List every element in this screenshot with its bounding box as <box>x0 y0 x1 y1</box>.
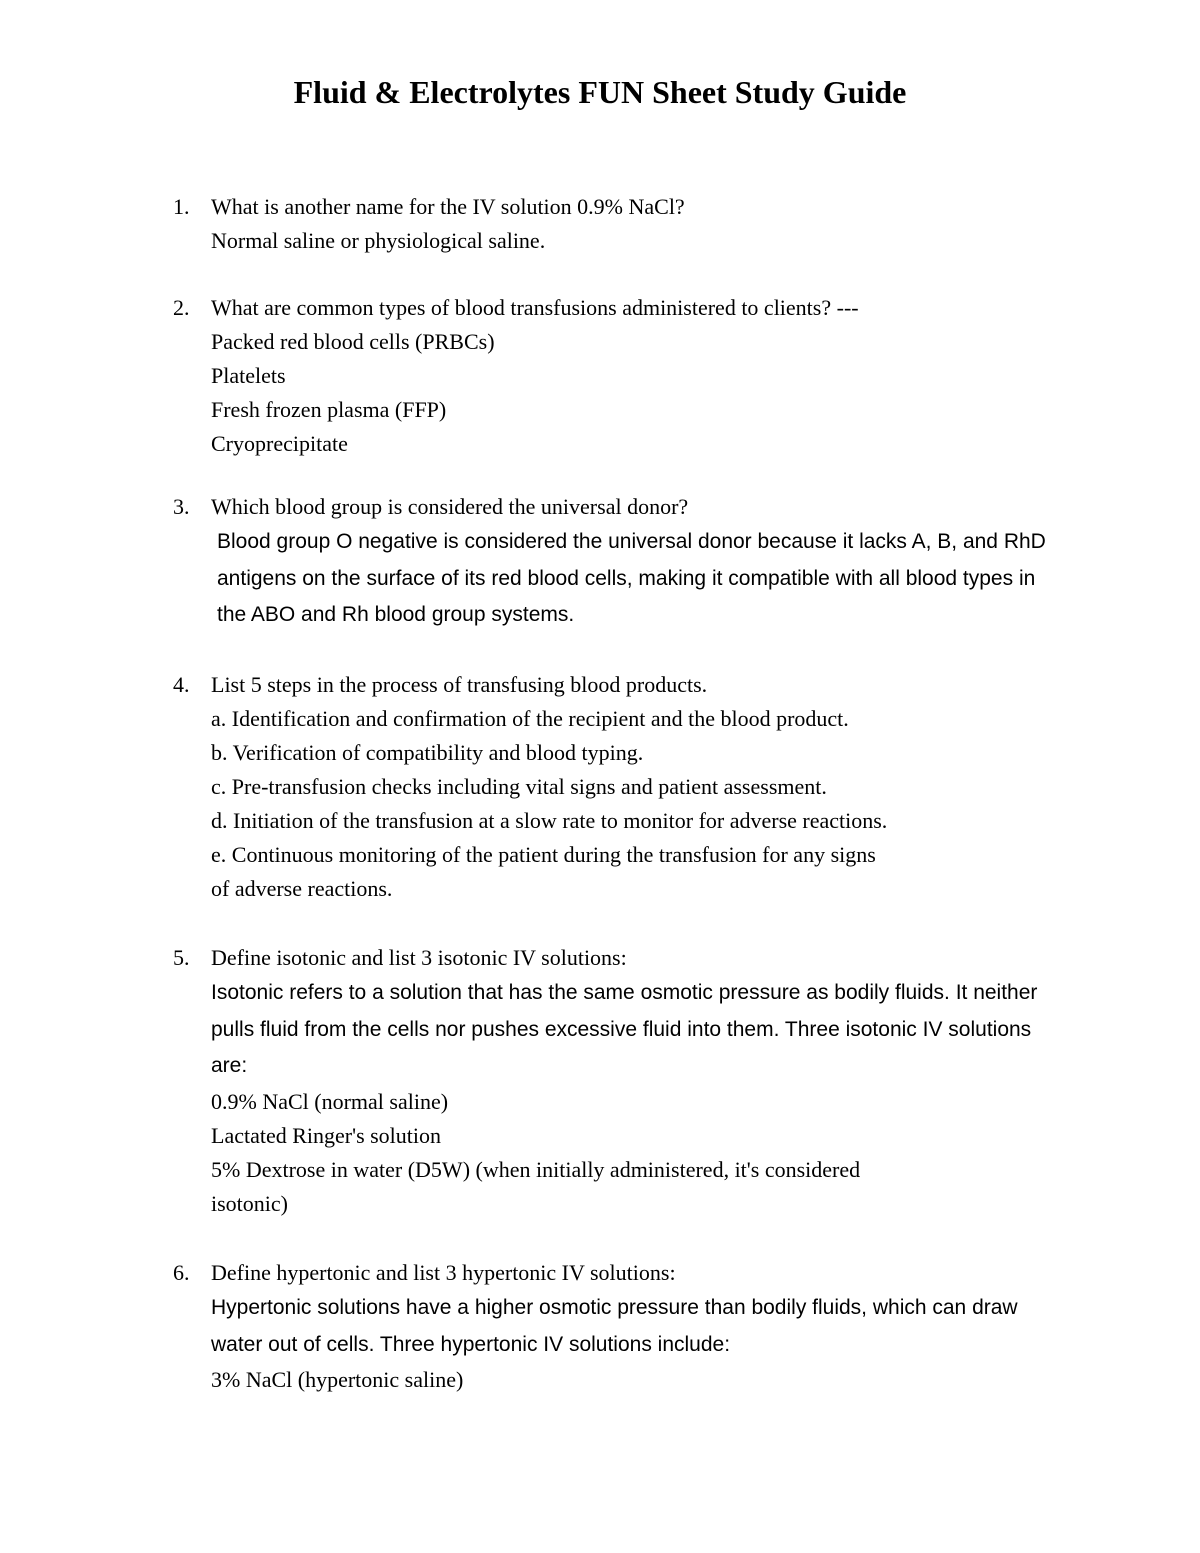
answer-paragraph: Isotonic refers to a solution that has the same osmotic pressure as bodily fluids. It neither pulls fluid from the cells nor pushes excessive fluid into them. Three isotonic IV solutions are: <box>211 981 1038 1077</box>
answer-line: Fresh frozen plasma (FFP) <box>211 397 447 422</box>
question-number: 2. <box>173 295 190 320</box>
answer-line: isotonic) <box>211 1190 288 1216</box>
answer-line: 3% NaCl (hypertonic saline) <box>211 1367 464 1392</box>
answer-line: 5% Dextrose in water (D5W) (when initially administered, it's considered <box>211 1156 861 1182</box>
answer-line: Lactated Ringer's solution <box>211 1122 442 1148</box>
answer-paragraph: Blood group O negative is considered the universal donor because it lacks A, B, and RhD antigens on the surface of its red blood cells, making it compatible with all blood types in the ABO and Rh blood group systems. <box>217 530 1046 626</box>
question-text: What are common types of blood transfusions administered to clients? --- <box>211 295 859 320</box>
question-text: Define hypertonic and list 3 hypertonic IV solutions: <box>211 1260 676 1285</box>
answer-line: b. Verification of compatibility and blood typing. <box>211 740 644 765</box>
question-text: Which blood group is considered the universal donor? <box>211 494 689 519</box>
question-text: List 5 steps in the process of transfusing blood products. <box>211 672 708 697</box>
answer-line: c. Pre-transfusion checks including vital signs and patient assessment. <box>211 774 827 799</box>
question-number: 5. <box>173 945 190 970</box>
answer-line: Normal saline or physiological saline. <box>211 228 546 253</box>
question-number: 4. <box>173 672 190 697</box>
question-text: Define isotonic and list 3 isotonic IV solutions: <box>211 945 627 970</box>
answer-line: of adverse reactions. <box>211 876 393 901</box>
question-number: 1. <box>173 194 190 219</box>
answer-line: d. Initiation of the transfusion at a slow rate to monitor for adverse reactions. <box>211 808 888 833</box>
answer-paragraph: Hypertonic solutions have a higher osmotic pressure than bodily fluids, which can draw water out of cells. Three hypertonic IV solutions include: <box>211 1296 1018 1356</box>
answer-line: 0.9% NaCl (normal saline) <box>211 1088 449 1114</box>
answer-line: e. Continuous monitoring of the patient during the transfusion for any signs <box>211 842 876 867</box>
answer-line: Cryoprecipitate <box>211 431 348 456</box>
answer-line: Platelets <box>211 363 286 388</box>
document-title: Fluid & Electrolytes FUN Sheet Study Guide <box>293 74 907 110</box>
question-text: What is another name for the IV solution 0.9% NaCl? <box>211 194 685 219</box>
question-number: 6. <box>173 1260 190 1285</box>
question-number: 3. <box>173 494 190 519</box>
answer-line: a. Identification and confirmation of the recipient and the blood product. <box>211 706 849 731</box>
answer-line: Packed red blood cells (PRBCs) <box>211 329 495 354</box>
